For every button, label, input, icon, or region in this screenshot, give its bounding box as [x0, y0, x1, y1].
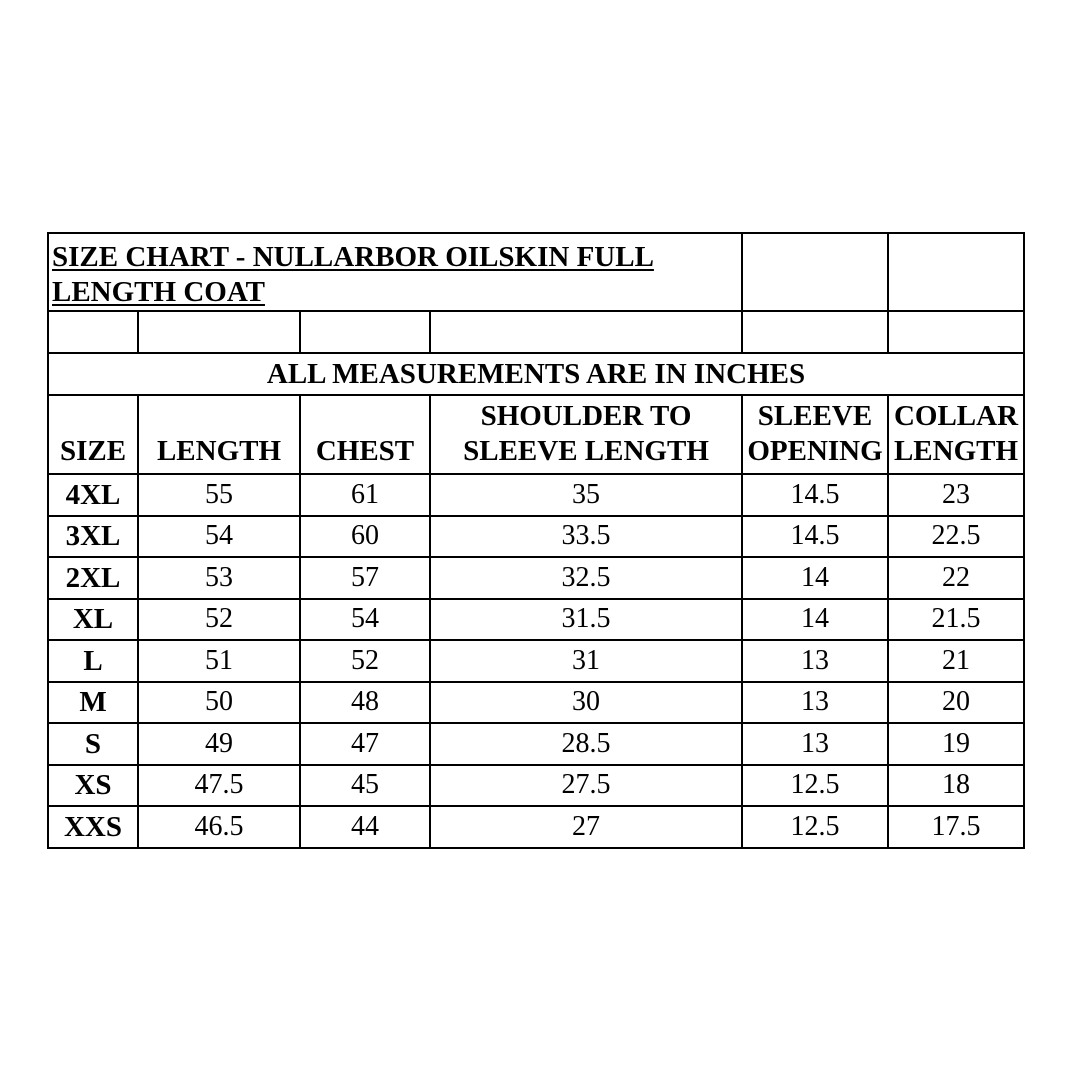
- chart-title: [48, 233, 742, 311]
- shoulder-cell: 27.5: [430, 765, 742, 807]
- size-cell: XL: [48, 599, 138, 641]
- collar-length-cell: 20: [888, 682, 1024, 724]
- table-row: [48, 599, 1024, 641]
- units-note: ALL MEASUREMENTS ARE IN INCHES: [48, 353, 1024, 395]
- empty-cell: [48, 311, 138, 353]
- header-chest: CHEST: [300, 395, 430, 474]
- collar-length-cell: 19: [888, 723, 1024, 765]
- empty-cell: [888, 233, 1024, 311]
- size-cell: 2XL: [48, 557, 138, 599]
- empty-cell: [888, 311, 1024, 353]
- shoulder-cell: 31.5: [430, 599, 742, 641]
- size-chart-table: [47, 232, 1025, 849]
- header-shoulder-line-2: SLEEVE LENGTH: [463, 435, 709, 467]
- empty-cell: [300, 311, 430, 353]
- header-size: SIZE: [48, 395, 138, 474]
- chart-title-line-1: SIZE CHART - NULLARBOR OILSKIN FULL: [52, 241, 654, 273]
- chest-cell: 47: [300, 723, 430, 765]
- sleeve-opening-cell: 14.5: [742, 474, 888, 516]
- size-cell: 4XL: [48, 474, 138, 516]
- header-sleeve-line-1: SLEEVE: [757, 400, 873, 432]
- sleeve-opening-cell: 12.5: [742, 765, 888, 807]
- sleeve-opening-cell: 13: [742, 640, 888, 682]
- header-collar-line-1: COLLAR: [893, 400, 1019, 432]
- size-cell: S: [48, 723, 138, 765]
- collar-length-cell: 18: [888, 765, 1024, 807]
- collar-length-cell: 21: [888, 640, 1024, 682]
- header-collar-line-2: LENGTH: [893, 435, 1019, 467]
- header-collar-length: [888, 395, 1024, 474]
- header-length: LENGTH: [138, 395, 300, 474]
- collar-length-cell: 23: [888, 474, 1024, 516]
- chest-cell: 52: [300, 640, 430, 682]
- chest-cell: 54: [300, 599, 430, 641]
- length-cell: 50: [138, 682, 300, 724]
- chest-cell: 61: [300, 474, 430, 516]
- shoulder-cell: 33.5: [430, 516, 742, 558]
- table-row: [48, 765, 1024, 807]
- collar-length-cell: 22.5: [888, 516, 1024, 558]
- length-cell: 53: [138, 557, 300, 599]
- sleeve-opening-cell: 14: [742, 599, 888, 641]
- length-cell: 54: [138, 516, 300, 558]
- table-row: [48, 474, 1024, 516]
- shoulder-cell: 30: [430, 682, 742, 724]
- length-cell: 51: [138, 640, 300, 682]
- size-cell: XXS: [48, 806, 138, 848]
- collar-length-cell: 17.5: [888, 806, 1024, 848]
- size-cell: 3XL: [48, 516, 138, 558]
- header-shoulder-to-sleeve-length: [430, 395, 742, 474]
- table-row: [48, 557, 1024, 599]
- title-row: [48, 233, 1024, 311]
- table-row: [48, 723, 1024, 765]
- chest-cell: 48: [300, 682, 430, 724]
- sleeve-opening-cell: 12.5: [742, 806, 888, 848]
- table-row: [48, 682, 1024, 724]
- shoulder-cell: 28.5: [430, 723, 742, 765]
- table-row: [48, 806, 1024, 848]
- length-cell: 46.5: [138, 806, 300, 848]
- sleeve-opening-cell: 13: [742, 682, 888, 724]
- empty-cell: [742, 233, 888, 311]
- shoulder-cell: 32.5: [430, 557, 742, 599]
- chest-cell: 45: [300, 765, 430, 807]
- chest-cell: 44: [300, 806, 430, 848]
- column-header-row: [48, 395, 1024, 474]
- shoulder-cell: 27: [430, 806, 742, 848]
- size-chart-body: [48, 233, 1024, 848]
- sleeve-opening-cell: 13: [742, 723, 888, 765]
- shoulder-cell: 31: [430, 640, 742, 682]
- units-row: [48, 353, 1024, 395]
- size-cell: XS: [48, 765, 138, 807]
- empty-cell: [430, 311, 742, 353]
- header-shoulder-line-1: SHOULDER TO: [480, 400, 692, 432]
- sleeve-opening-cell: 14.5: [742, 516, 888, 558]
- chest-cell: 57: [300, 557, 430, 599]
- length-cell: 49: [138, 723, 300, 765]
- size-cell: L: [48, 640, 138, 682]
- length-cell: 47.5: [138, 765, 300, 807]
- empty-cell: [138, 311, 300, 353]
- table-row: [48, 640, 1024, 682]
- length-cell: 52: [138, 599, 300, 641]
- chest-cell: 60: [300, 516, 430, 558]
- chart-title-line-2: LENGTH COAT: [52, 276, 265, 308]
- header-sleeve-line-2: OPENING: [747, 435, 883, 467]
- empty-cell: [742, 311, 888, 353]
- header-sleeve-opening: [742, 395, 888, 474]
- spacer-row: [48, 311, 1024, 353]
- size-cell: M: [48, 682, 138, 724]
- shoulder-cell: 35: [430, 474, 742, 516]
- length-cell: 55: [138, 474, 300, 516]
- collar-length-cell: 21.5: [888, 599, 1024, 641]
- sleeve-opening-cell: 14: [742, 557, 888, 599]
- table-row: [48, 516, 1024, 558]
- collar-length-cell: 22: [888, 557, 1024, 599]
